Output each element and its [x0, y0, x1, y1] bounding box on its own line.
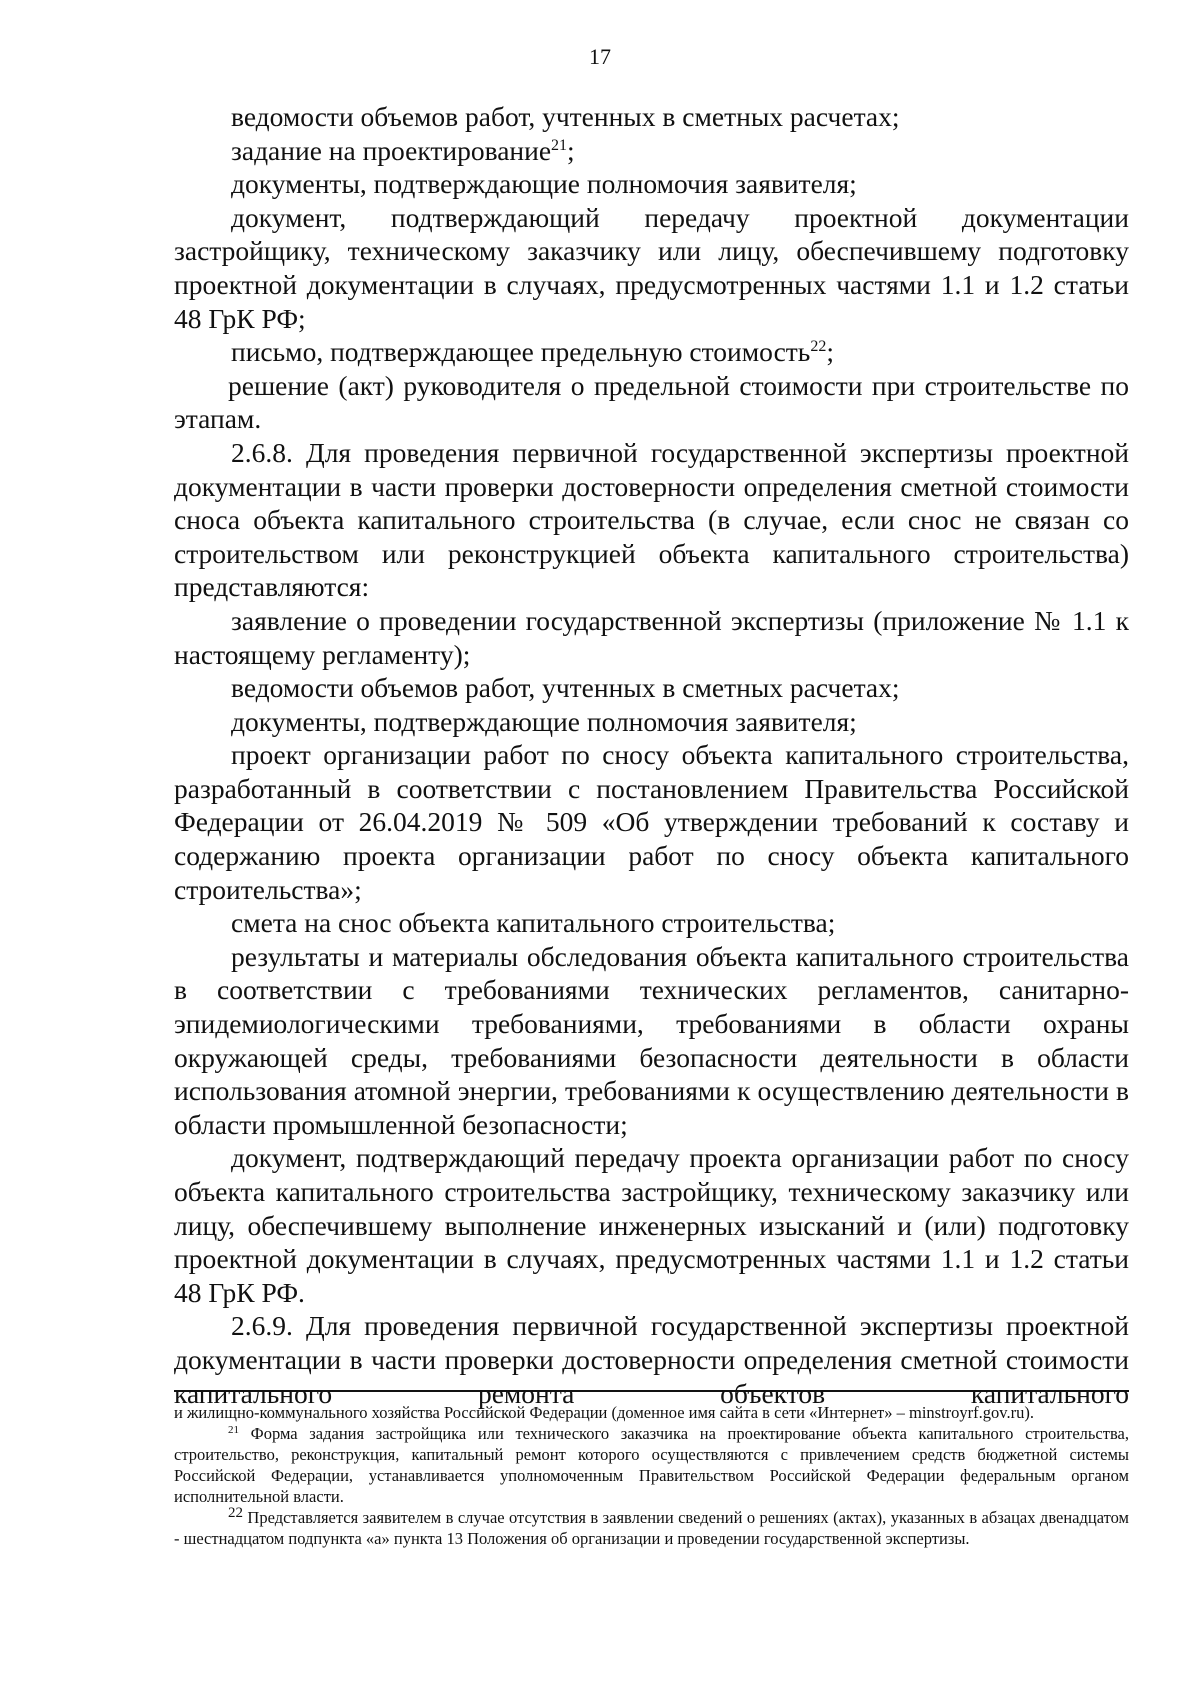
paragraph-text: документ, подтверждающий передачу проектной документации застройщику, техническому заказчику или лицу, обеспечившему подготовку проектной документации в случаях, предусмотренных частями 1.1 и 1.2 статьи 48 ГрК РФ;: [174, 201, 1129, 334]
paragraph-text: проект организации работ по сносу объекта капитального строительства, разработанный в соответствии с постановлением Правительства Российской Федерации от 26.04.2019 № 509 «Об утверждении требований к составу и содержанию проекта организации работ по сносу объекта капитального строительства»;: [174, 739, 1129, 905]
paragraph-text: заявление о проведении государственной экспертизы (приложение № 1.1 к настоящему регламенту);: [174, 604, 1129, 670]
paragraph: [174, 906, 1129, 940]
paragraph: [174, 604, 1129, 671]
footnote-21: [174, 1423, 1129, 1507]
paragraph: [174, 201, 1129, 335]
footnotes: [174, 1402, 1129, 1549]
footnote-separator: [174, 1390, 1129, 1392]
paragraph: [174, 1141, 1129, 1309]
paragraph: [174, 369, 1129, 436]
paragraph-text: документы, подтверждающие полномочия заявителя;: [231, 168, 857, 200]
paragraph-text: 2.6.9. Для проведения первичной государственной экспертизы проектной документации в части проверки достоверности определения сметной стоимости капитального ремонта объектов капитального: [174, 1310, 1129, 1409]
paragraph-text: смета на снос объекта капитального строительства;: [231, 907, 836, 939]
footnote-continuation: [174, 1402, 1129, 1423]
footnote-text: и жилищно-коммунального хозяйства Российской Федерации (доменное имя сайта в сети «Интернет» – minstroyrf.gov.ru).: [174, 1403, 1034, 1422]
paragraph-text: задание на проектирование: [231, 134, 552, 166]
paragraph: [174, 940, 1129, 1142]
footnote-text: Представляется заявителем в случае отсутствия в заявлении сведений о решениях (актах), указанных в абзацах двенадцатом - шестнадцатом подпункта «а» пункта 13 Положения об организации и проведении государственной экспертизы.: [174, 1508, 1129, 1548]
paragraph-text: решение (акт) руководителя о предельной стоимости при строительстве по этапам.: [174, 369, 1129, 435]
paragraph: [174, 335, 1129, 369]
paragraph-text: ;: [826, 336, 834, 368]
paragraph: [174, 134, 1129, 168]
paragraph-text: ;: [567, 134, 575, 166]
paragraph-text: ведомости объемов работ, учтенных в сметных расчетах;: [231, 101, 900, 132]
paragraph-text: документы, подтверждающие полномочия заявителя;: [231, 705, 857, 737]
body-text: [174, 100, 1129, 1410]
footnote-ref-22: 22: [810, 338, 827, 356]
page-number: 17: [589, 44, 611, 69]
footnote-mark-21: 21: [228, 1424, 239, 1436]
footnote-ref-21: 21: [551, 136, 568, 154]
paragraph-text: 2.6.8. Для проведения первичной государственной экспертизы проектной документации в части проверки достоверности определения сметной стоимости сноса объекта капитального строительства (в случае, если снос не связан со строительством или реконструкцией объекта капитального строительства) представляются:: [174, 436, 1129, 603]
footnote-22: [174, 1507, 1129, 1549]
section-2-6-9: [174, 1309, 1129, 1410]
section-2-6-8: [174, 436, 1129, 604]
paragraph-text: ведомости объемов работ, учтенных в сметных расчетах;: [231, 672, 900, 704]
paragraph: [174, 167, 1129, 201]
paragraph: [174, 671, 1129, 705]
paragraph-text: письмо, подтверждающее предельную стоимость: [231, 336, 811, 368]
paragraph: [174, 100, 1129, 134]
paragraph: [174, 738, 1129, 906]
paragraph-text: результаты и материалы обследования объекта капитального строительства в соответствии с требованиями технических регламентов, санитарно-эпидемиологическими требованиями, требованиями в области охраны окружающей среды, требованиями безопасности деятельности в области использования атомной энергии, требованиями к осуществлению деятельности в области промышленной безопасности;: [174, 940, 1129, 1140]
footnote-mark-22: 22: [228, 1505, 243, 1521]
paragraph: [174, 705, 1129, 739]
paragraph-text: документ, подтверждающий передачу проекта организации работ по сносу объекта капитального строительства застройщику, техническому заказчику или лицу, обеспечившему выполнение инженерных изысканий и (или) подготовку проектной документации в случаях, предусмотренных частями 1.1 и 1.2 статьи 48 ГрК РФ.: [174, 1142, 1129, 1308]
footnote-text: Форма задания застройщика или технического заказчика на проектирование объекта капитального строительства, строительство, реконструкция, капитальный ремонт которого осуществляются с привлечением средств бюджетной системы Российской Федерации, устанавливается уполномоченным Правительством Российской Федерации федеральным органом исполнительной власти.: [174, 1424, 1129, 1506]
